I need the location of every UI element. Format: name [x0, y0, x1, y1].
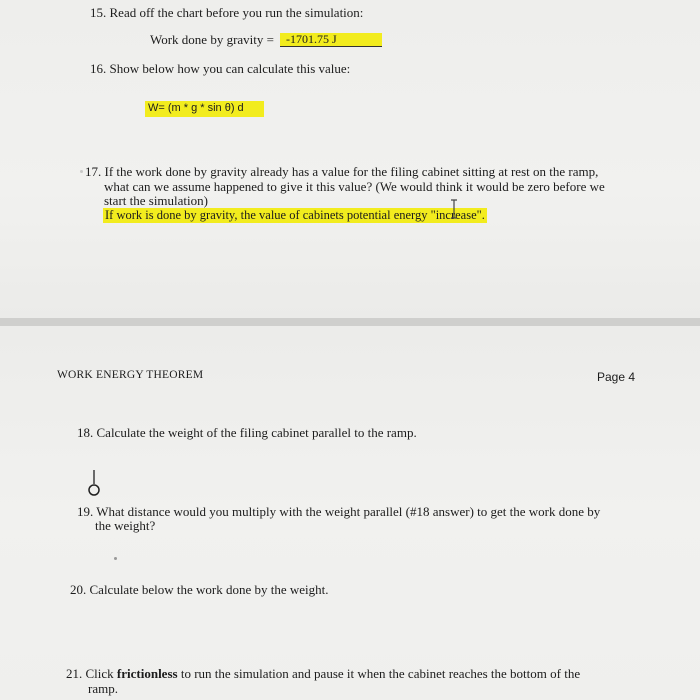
worksheet-page-top [0, 0, 700, 318]
smudge [80, 170, 83, 173]
question-21-line-1 [66, 666, 580, 682]
formula-text[interactable]: W= (m * g * sin θ) d [148, 102, 244, 114]
question-17-line-1: 17. If the work done by gravity already has a value for the filing cabinet sitting at rest on the ramp, [85, 164, 599, 179]
question-21-prefix: 21. Click [66, 666, 117, 681]
work-done-label: Work done by gravity = [150, 32, 274, 47]
pointer-marker-icon [86, 470, 102, 496]
question-19-line-1: 19. What distance would you multiply with the weight parallel (#18 answer) to get the work done by [77, 504, 601, 519]
text-cursor-icon [449, 199, 459, 219]
question-17-line-3: start the simulation) [104, 193, 208, 208]
question-16: 16. Show below how you can calculate this value: [90, 61, 351, 76]
page-number: Page 4 [597, 370, 636, 384]
question-21-suffix: to run the simulation and pause it when the cabinet reaches the bottom of the [177, 666, 581, 681]
work-done-value[interactable]: -1701.75 J [286, 32, 337, 46]
question-19-line-2: the weight? [95, 518, 156, 533]
question-15: 15. Read off the chart before you run the simulation: [90, 5, 364, 20]
question-21-line-2: ramp. [88, 681, 118, 696]
question-17-answer[interactable]: If work is done by gravity, the value of cabinets potential energy "increase". [105, 208, 485, 222]
question-20: 20. Calculate below the work done by the weight. [70, 582, 329, 597]
frictionless-keyword: frictionless [116, 666, 178, 681]
question-18: 18. Calculate the weight of the filing cabinet parallel to the ramp. [77, 425, 417, 440]
page-gap [0, 318, 700, 326]
question-17-line-2: what can we assume happened to give it this value? (We would think it would be zero before we [104, 179, 605, 194]
pencil-dot [114, 557, 117, 560]
section-title: WORK ENERGY THEOREM [57, 369, 204, 381]
